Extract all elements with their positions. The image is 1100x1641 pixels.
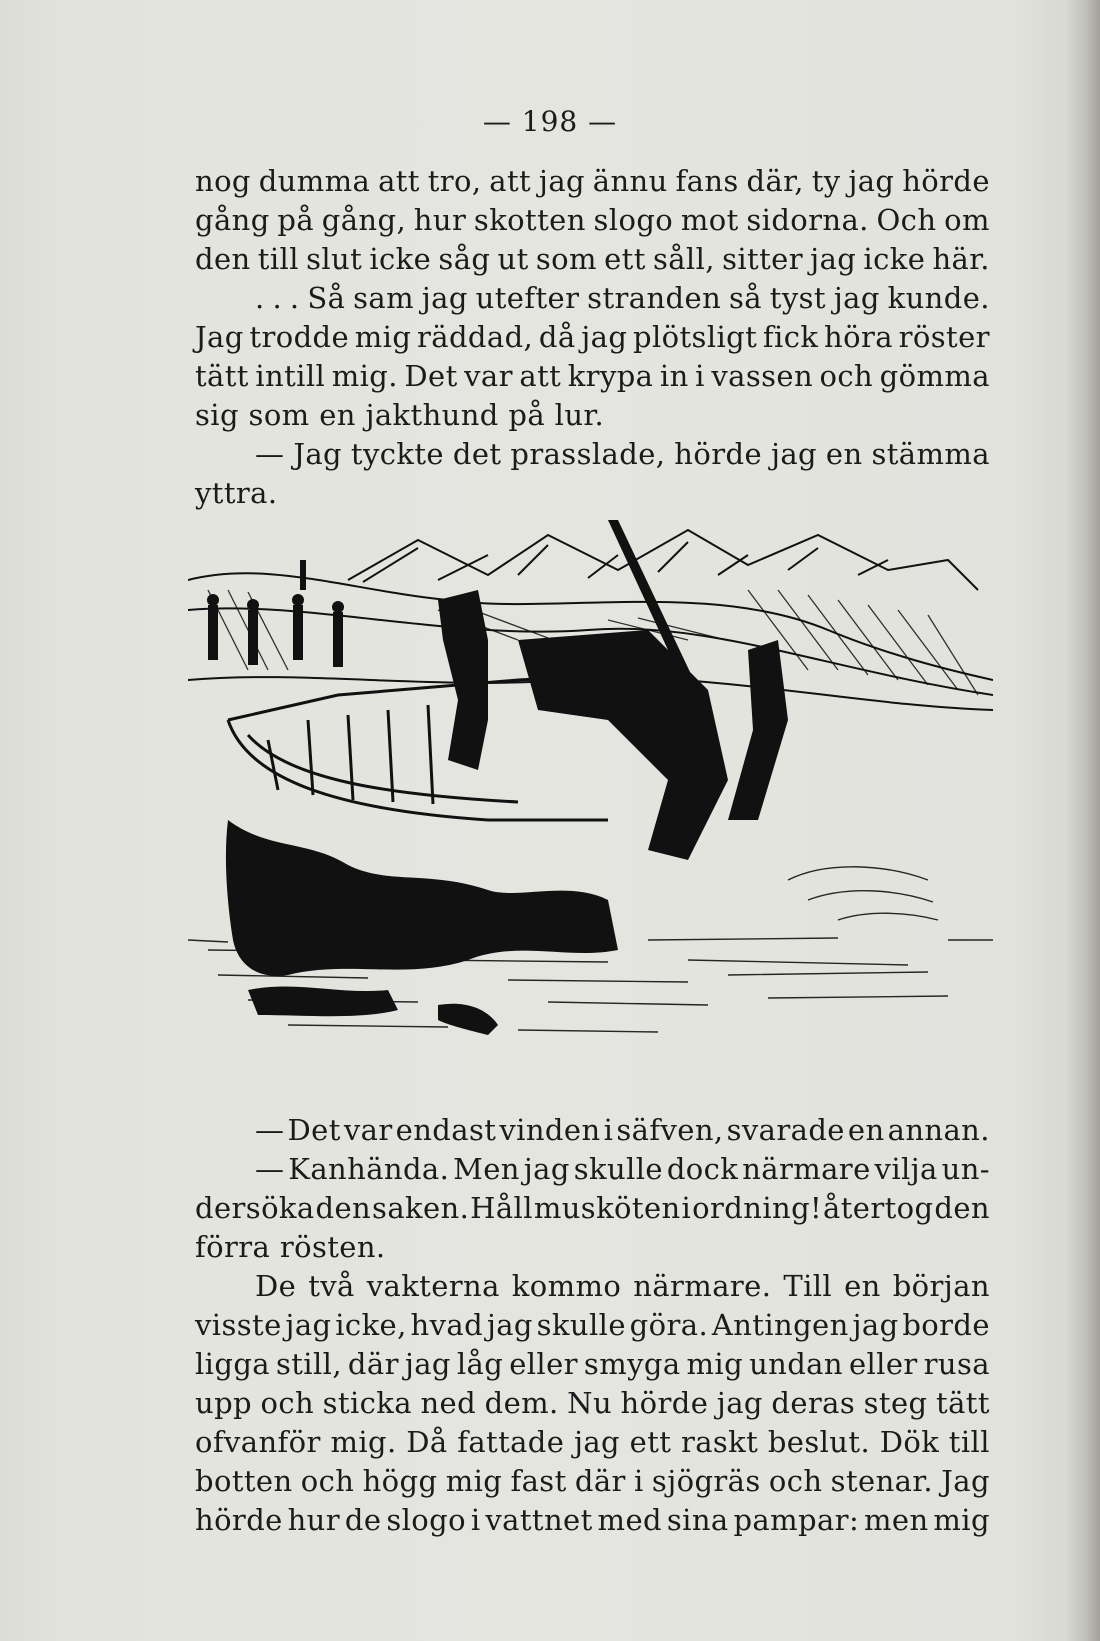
text-line: dersöka den saken. Håll musköten i ordning! återtog den xyxy=(195,1191,990,1225)
text-line: Jag trodde mig räddad, då jag plötsligt fick höra röster xyxy=(195,320,990,354)
text-line: ofvanför mig. Då fattade jag ett raskt beslut. Dök till xyxy=(195,1425,990,1459)
text-line: — Jag tyckte det prasslade, hörde jag en stämma xyxy=(255,437,990,471)
text-line: visste jag icke, hvad jag skulle göra. Antingen jag borde xyxy=(195,1308,990,1342)
text-line: upp och sticka ned dem. Nu hörde jag deras steg tätt xyxy=(195,1386,990,1420)
text-line: . . . Så sam jag utefter stranden så tyst jag kunde. xyxy=(255,281,990,315)
text-line: ligga still, där jag låg eller smyga mig undan eller rusa xyxy=(195,1347,990,1381)
engraving-man-diving-from-boat-icon xyxy=(188,520,993,1080)
text-line: hörde hur de slogo i vattnet med sina pampar: men mig xyxy=(195,1503,990,1537)
paragraph-bottom xyxy=(195,1111,990,1540)
text-line: tätt intill mig. Det var att krypa in i vassen och gömma xyxy=(195,359,990,393)
page-number: — 198 — xyxy=(482,105,618,138)
text-line: gång på gång, hur skotten slogo mot sidorna. Och om xyxy=(195,203,990,237)
text-line: — Kanhända. Men jag skulle dock närmare vilja un- xyxy=(255,1152,990,1186)
text-line: De två vakterna kommo närmare. Till en början xyxy=(255,1269,990,1303)
page-edge-shadow xyxy=(1066,0,1100,1641)
text-line: nog dumma att tro, att jag ännu fans där, ty jag hörde xyxy=(195,164,990,198)
text-line: — Det var endast vinden i säfven, svarade en annan. xyxy=(255,1113,990,1147)
text-line: sig som en jakthund på lur. xyxy=(195,398,605,432)
text-line: botten och högg mig fast där i sjögräs och stenar. Jag xyxy=(195,1464,990,1498)
text-line: den till slut icke såg ut som ett såll, sitter jag icke här. xyxy=(195,242,990,276)
paragraph-top xyxy=(195,162,990,513)
text-line: förra rösten. xyxy=(195,1230,386,1264)
text-line: yttra. xyxy=(195,476,278,510)
